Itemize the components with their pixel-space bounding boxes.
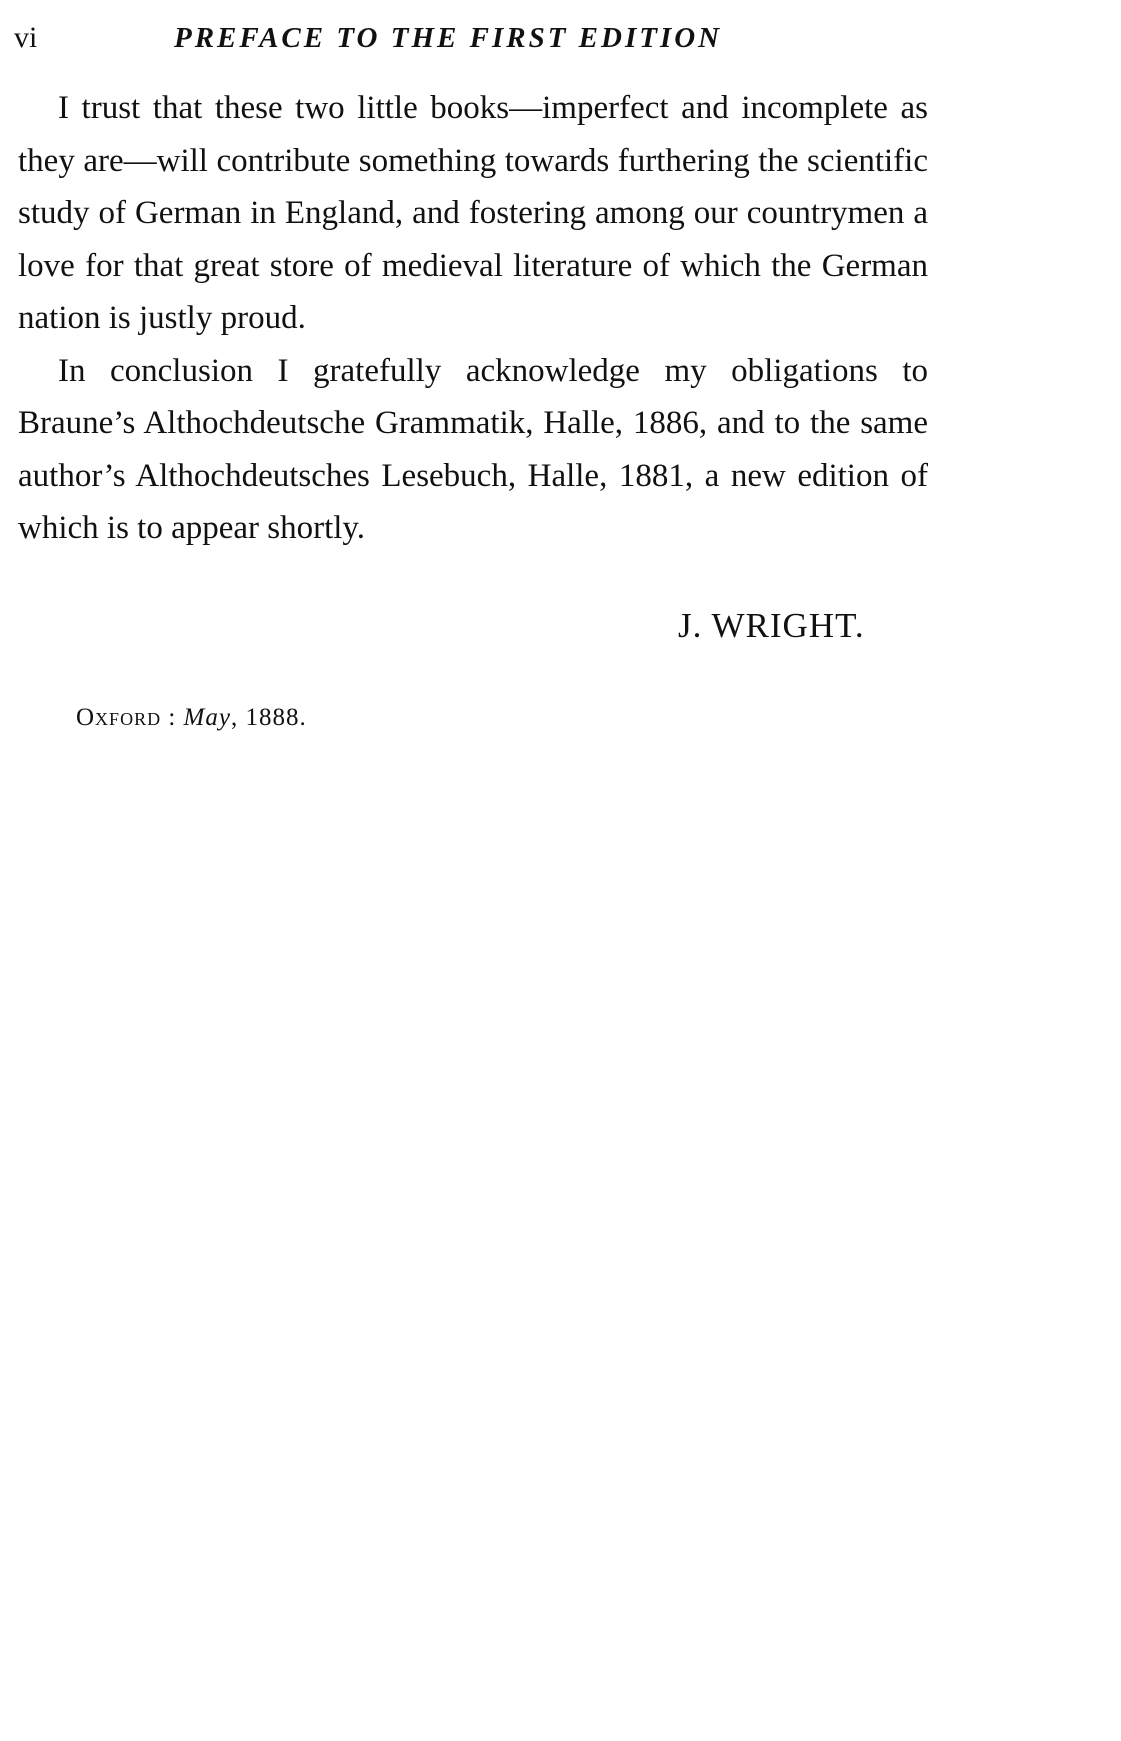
dateline-month: May [183, 704, 231, 731]
dateline-separator: : [161, 704, 184, 731]
page-number: vi [14, 21, 38, 54]
dateline-place: Oxford [76, 704, 162, 731]
preface-body [18, 82, 928, 555]
running-head [14, 20, 1014, 60]
paragraph-closing-hope: I trust that these two little books—imperfect and incomplete as they are—will contribute something towards furthering the scientific study of German in England, and fostering among our countrymen a love for that great store of medieval literature of which the German nation is justly proud. [18, 90, 928, 336]
author-signature: J. WRIGHT. [678, 606, 865, 645]
paragraph-acknowledgements: In conclusion I gratefully acknowledge my obligations to Braune’s Althochdeutsche Grammatik, Halle, 1886, and to the same author’s Althochdeutsches Lesebuch, Halle, 1881, a new edition of which is to appear shortly. [18, 352, 928, 546]
dateline [76, 700, 307, 736]
dateline-year: , 1888. [230, 704, 307, 731]
running-head-title: PREFACE TO THE FIRST EDITION [174, 22, 723, 54]
